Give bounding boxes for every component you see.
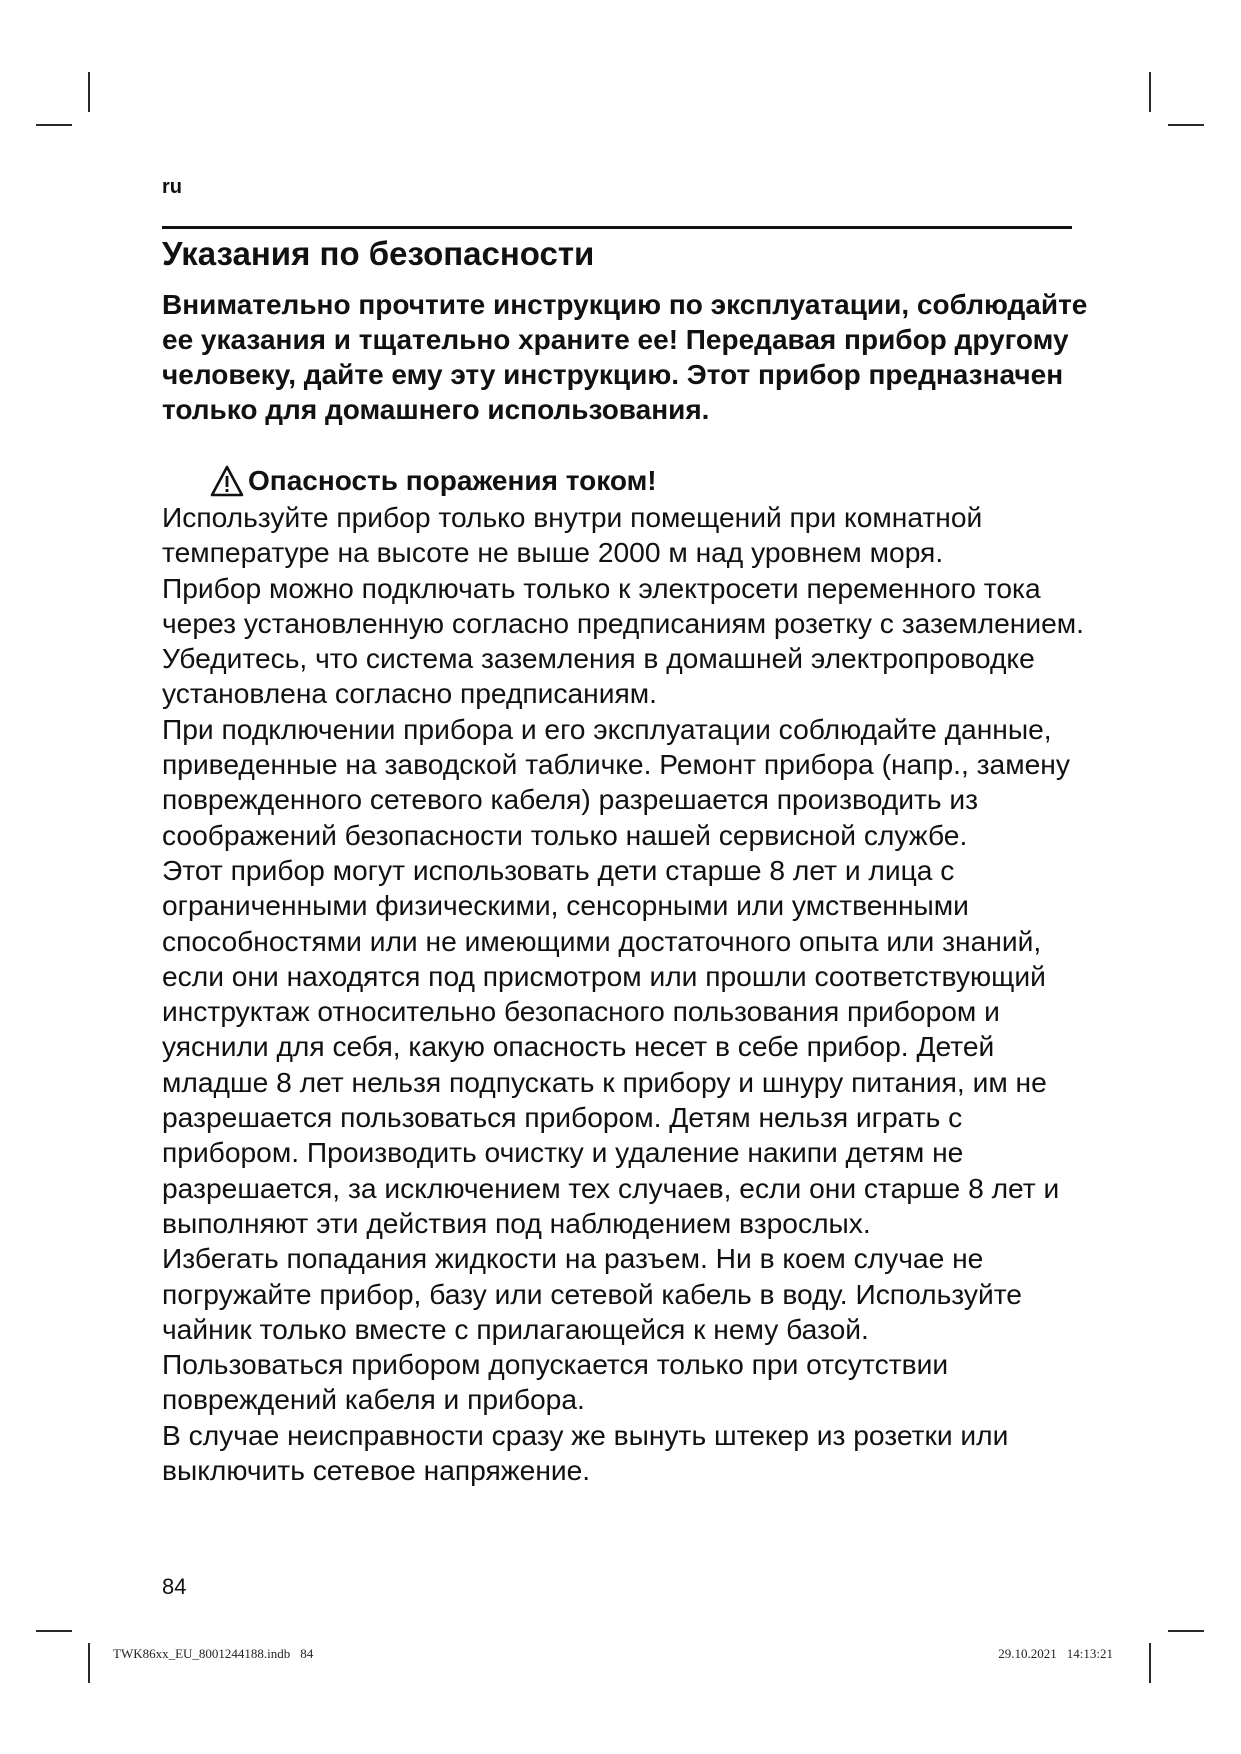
paragraph-grounding: Прибор можно подключать только к электросети переменного тока через установленную согласно предписаниям розетку с заземлением. Убедитесь, что система заземления в домашней электропроводке установлена согласно предписаниям.: [162, 571, 1084, 710]
print-footer-timestamp: [998, 1646, 1113, 1662]
paragraph-damage: Пользоваться прибором допускается только при отсутствии повреждений кабеля и прибора.: [162, 1348, 949, 1416]
paragraph-malfunction: В случае неисправности сразу же вынуть штекер из розетки или выключить сетевое напряжение.: [162, 1418, 1009, 1487]
safety-body: [162, 500, 1092, 1488]
paragraph-rating-plate: При подключении прибора и его эксплуатации соблюдайте данные, приведенные на заводской табличке. Ремонт прибора (напр., замену поврежденного сетевого кабеля) разрешается производить из соображений безопасности только нашей сервисной службе.: [162, 712, 1070, 851]
section-title: Указания по безопасности: [162, 235, 595, 272]
print-footer-file: [113, 1646, 313, 1662]
print-file-page: 84: [300, 1646, 314, 1661]
crop-mark-top-right-horizontal: [1168, 124, 1204, 126]
print-date: 29.10.2021: [998, 1646, 1057, 1661]
crop-mark-top-right: [1149, 72, 1151, 112]
page-number: 84: [162, 1574, 187, 1599]
crop-mark-top-left-horizontal: [36, 124, 72, 126]
paragraph-indoor-use: Используйте прибор только внутри помещений при комнатной температуре на высоте не выше 2000 м над уровнем моря.: [162, 501, 983, 569]
paragraph-liquid: Избегать попадания жидкости на разъем. Ни в коем случае не погружайте прибор, базу или сетевой кабель в воду. Используйте чайник только вместе с прилагающейся к нему базой.: [162, 1242, 1022, 1345]
warning-heading-text: Опасность поражения током!: [248, 465, 657, 496]
language-code: ru: [162, 176, 182, 198]
warning-heading: [210, 463, 657, 499]
paragraph-children: Этот прибор могут использовать дети старше 8 лет и лица с ограниченными физическими, сенсорными или умственными способностями или не имеющими достаточного опыта или знаний, если они находятся под присмотром или прошли соответствующий инструктаж относительно безопасного пользования прибором и уяснили для себя, какую опасность несет в себе прибор. Детей младше 8 лет нельзя подпускать к прибору и шнуру питания, им не разрешается пользоваться прибором. Детям нельзя играть с прибором. Производить очистку и удаление накипи детям не разрешается, за исключением тех случаев, если они старше 8 лет и выполняют эти действия под наблюдением взрослых.: [162, 853, 1060, 1239]
crop-mark-top-left: [88, 72, 90, 112]
print-file-name: TWK86xx_EU_8001244188.indb: [113, 1646, 291, 1661]
warning-triangle-icon: [210, 465, 244, 497]
print-time: 14:13:21: [1066, 1646, 1113, 1661]
intro-paragraph: Внимательно прочтите инструкцию по эксплуатации, соблюдайте ее указания и тщательно храните ее! Передавая прибор другому человеку, дайте ему эту инструкцию. Этот прибор предназначен только для домашнего использования.: [162, 289, 1088, 425]
crop-mark-bottom-left-horizontal: [36, 1630, 72, 1632]
header-rule: [162, 226, 1072, 229]
crop-mark-bottom-right-horizontal: [1168, 1630, 1204, 1632]
crop-mark-bottom-left: [88, 1643, 90, 1683]
crop-mark-bottom-right: [1149, 1643, 1151, 1683]
